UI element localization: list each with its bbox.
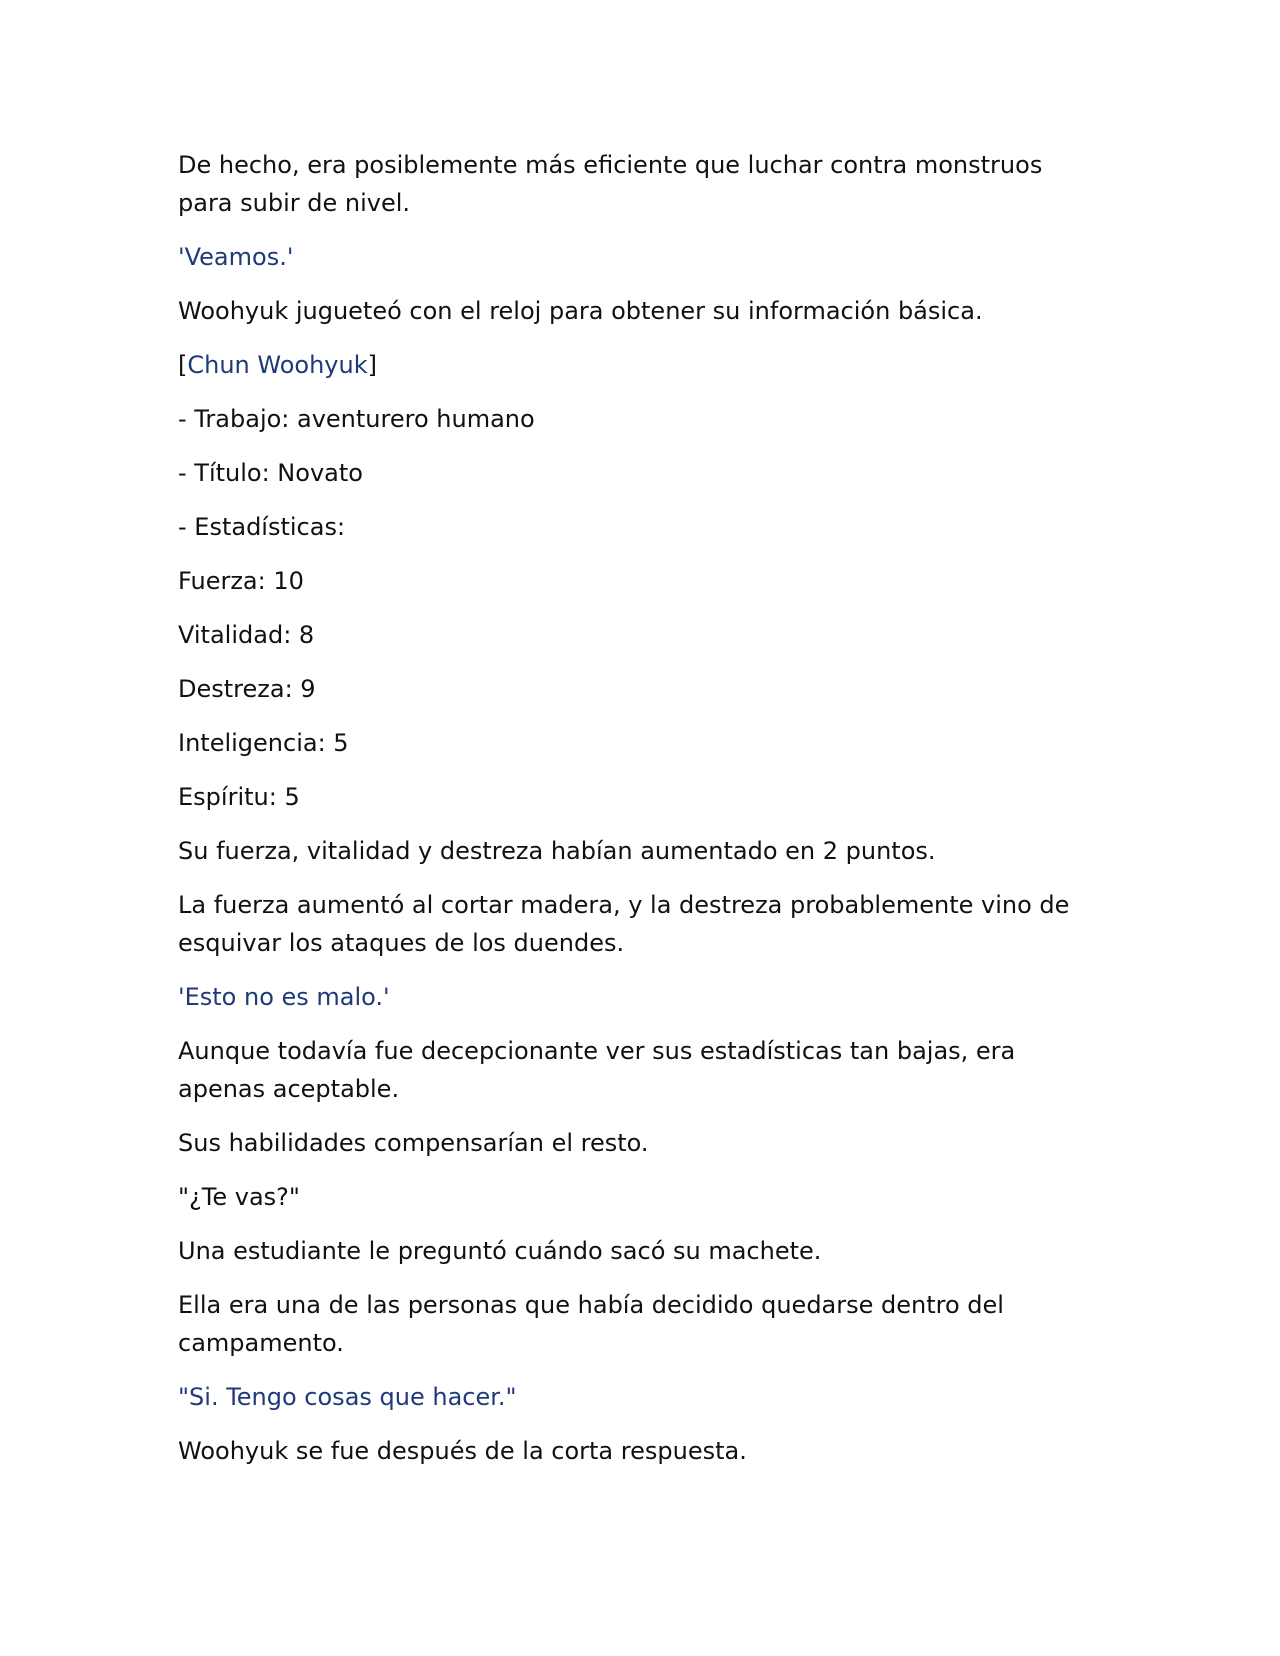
stat-strength: Fuerza: 10 (178, 567, 304, 595)
paragraph: Woohyuk se fue después de la corta respuesta. (178, 1437, 747, 1465)
paragraph: Su fuerza, vitalidad y destreza habían aumentado en 2 puntos. (178, 837, 936, 865)
stat-job: - Trabajo: aventurero humano (178, 405, 535, 433)
paragraph: Una estudiante le preguntó cuándo sacó su machete. (178, 1237, 822, 1265)
dialogue-line: "Si. Tengo cosas que hacer." (178, 1383, 517, 1411)
thought-line: 'Esto no es malo.' (178, 983, 390, 1011)
stat-dexterity: Destreza: 9 (178, 675, 316, 703)
bracket-close: ] (367, 351, 377, 379)
paragraph: Ella era una de las personas que había decidido quedarse dentro del campamento. (178, 1291, 1004, 1357)
paragraph: Woohyuk jugueteó con el reloj para obtener su información básica. (178, 297, 983, 325)
dialogue-line: "¿Te vas?" (178, 1183, 300, 1211)
character-name: Chun Woohyuk (187, 351, 368, 379)
paragraph: Sus habilidades compensarían el resto. (178, 1129, 649, 1157)
stat-vitality: Vitalidad: 8 (178, 621, 315, 649)
bracket-open: [ (178, 351, 188, 379)
stat-intelligence: Inteligencia: 5 (178, 729, 349, 757)
paragraph: La fuerza aumentó al cortar madera, y la destreza probablemente vino de esquivar los ataques de los duendes. (178, 891, 1070, 957)
paragraph: Aunque todavía fue decepcionante ver sus estadísticas tan bajas, era apenas aceptable. (178, 1037, 1016, 1103)
document-body (178, 146, 1098, 1486)
stat-title: - Título: Novato (178, 459, 363, 487)
paragraph: De hecho, era posiblemente más eficiente que luchar contra monstruos para subir de nivel. (178, 151, 1043, 217)
thought-line: 'Veamos.' (178, 243, 294, 271)
stat-header: - Estadísticas: (178, 513, 346, 541)
stat-spirit: Espíritu: 5 (178, 783, 300, 811)
status-window-title (178, 346, 1098, 384)
